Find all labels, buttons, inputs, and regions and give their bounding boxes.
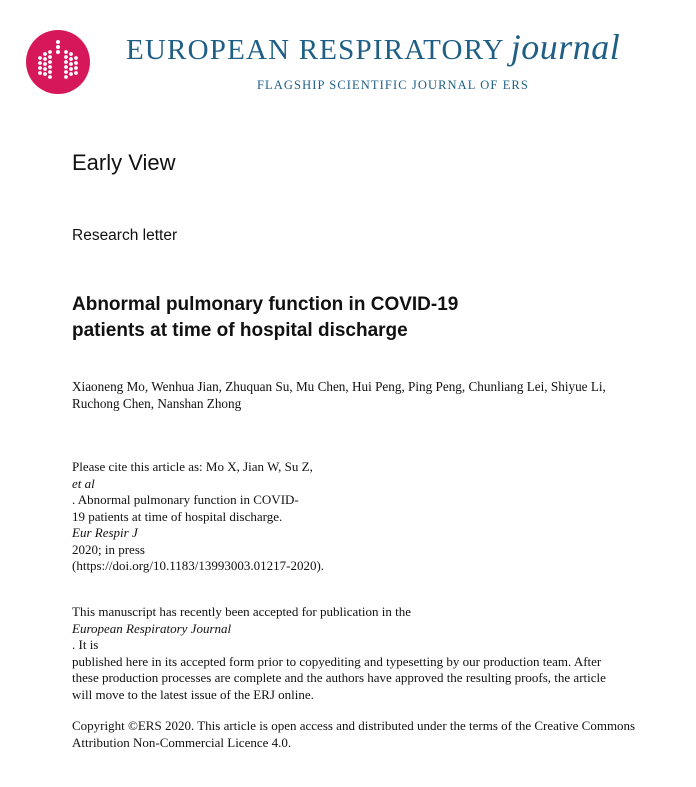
citation-line bbox=[72, 459, 632, 509]
article-type: Research letter bbox=[72, 227, 178, 244]
notice-line: will move to the latest issue of the ERJ online. bbox=[72, 686, 314, 702]
journal-masthead-title bbox=[126, 27, 666, 70]
article-title-line: patients at time of hospital discharge bbox=[72, 320, 408, 341]
notice-text: . It is bbox=[72, 637, 99, 652]
journal-subtitle: FLAGSHIP SCIENTIFIC JOURNAL OF ERS bbox=[257, 78, 529, 92]
copyright-line: Attribution Non-Commercial Licence 4.0. bbox=[72, 734, 292, 750]
copyright-line: Copyright ©ERS 2020. This article is open access and distributed under the terms of the Creative Commons bbox=[72, 718, 636, 733]
citation-text: Please cite this article as: Mo X, Jian W, Su Z, bbox=[72, 459, 313, 474]
author-list bbox=[72, 378, 624, 412]
article-title bbox=[72, 292, 612, 344]
notice-line: these production processes are complete and the authors have approved the resulting proofs, the article bbox=[72, 670, 606, 685]
journal-name-italic: journal bbox=[510, 27, 621, 67]
citation-et-al: et al bbox=[72, 475, 95, 491]
author-line: Xiaoneng Mo, Wenhua Jian, Zhuquan Su, Mu Chen, Hui Peng, Ping Peng, Chunliang Lei, Shiyue Li, bbox=[72, 379, 606, 394]
journal-name: EUROPEAN RESPIRATORY bbox=[126, 34, 505, 66]
citation-doi: (https://doi.org/10.1183/13993003.01217-2020). bbox=[72, 558, 325, 573]
citation-text: 19 patients at time of hospital discharge. bbox=[72, 508, 283, 524]
notice-line bbox=[72, 604, 624, 654]
citation-line bbox=[72, 509, 632, 559]
citation-journal: Eur Respir J bbox=[72, 525, 138, 540]
accepted-manuscript-notice bbox=[72, 604, 624, 703]
article-title-line: Abnormal pulmonary function in COVID-19 bbox=[72, 294, 459, 315]
citation-block bbox=[72, 459, 632, 575]
notice-text: This manuscript has recently been accepted for publication in the bbox=[72, 604, 411, 619]
notice-journal: European Respiratory Journal bbox=[72, 620, 232, 636]
author-line: Ruchong Chen, Nanshan Zhong bbox=[72, 396, 242, 411]
citation-text: . Abnormal pulmonary function in COVID- bbox=[72, 492, 299, 507]
notice-line: published here in its accepted form prior to copyediting and typesetting by our production team. After bbox=[72, 653, 602, 669]
early-view-heading: Early View bbox=[72, 150, 176, 175]
lungs-dots-icon bbox=[26, 30, 90, 94]
citation-text: 2020; in press bbox=[72, 541, 145, 557]
copyright-notice bbox=[72, 718, 636, 751]
